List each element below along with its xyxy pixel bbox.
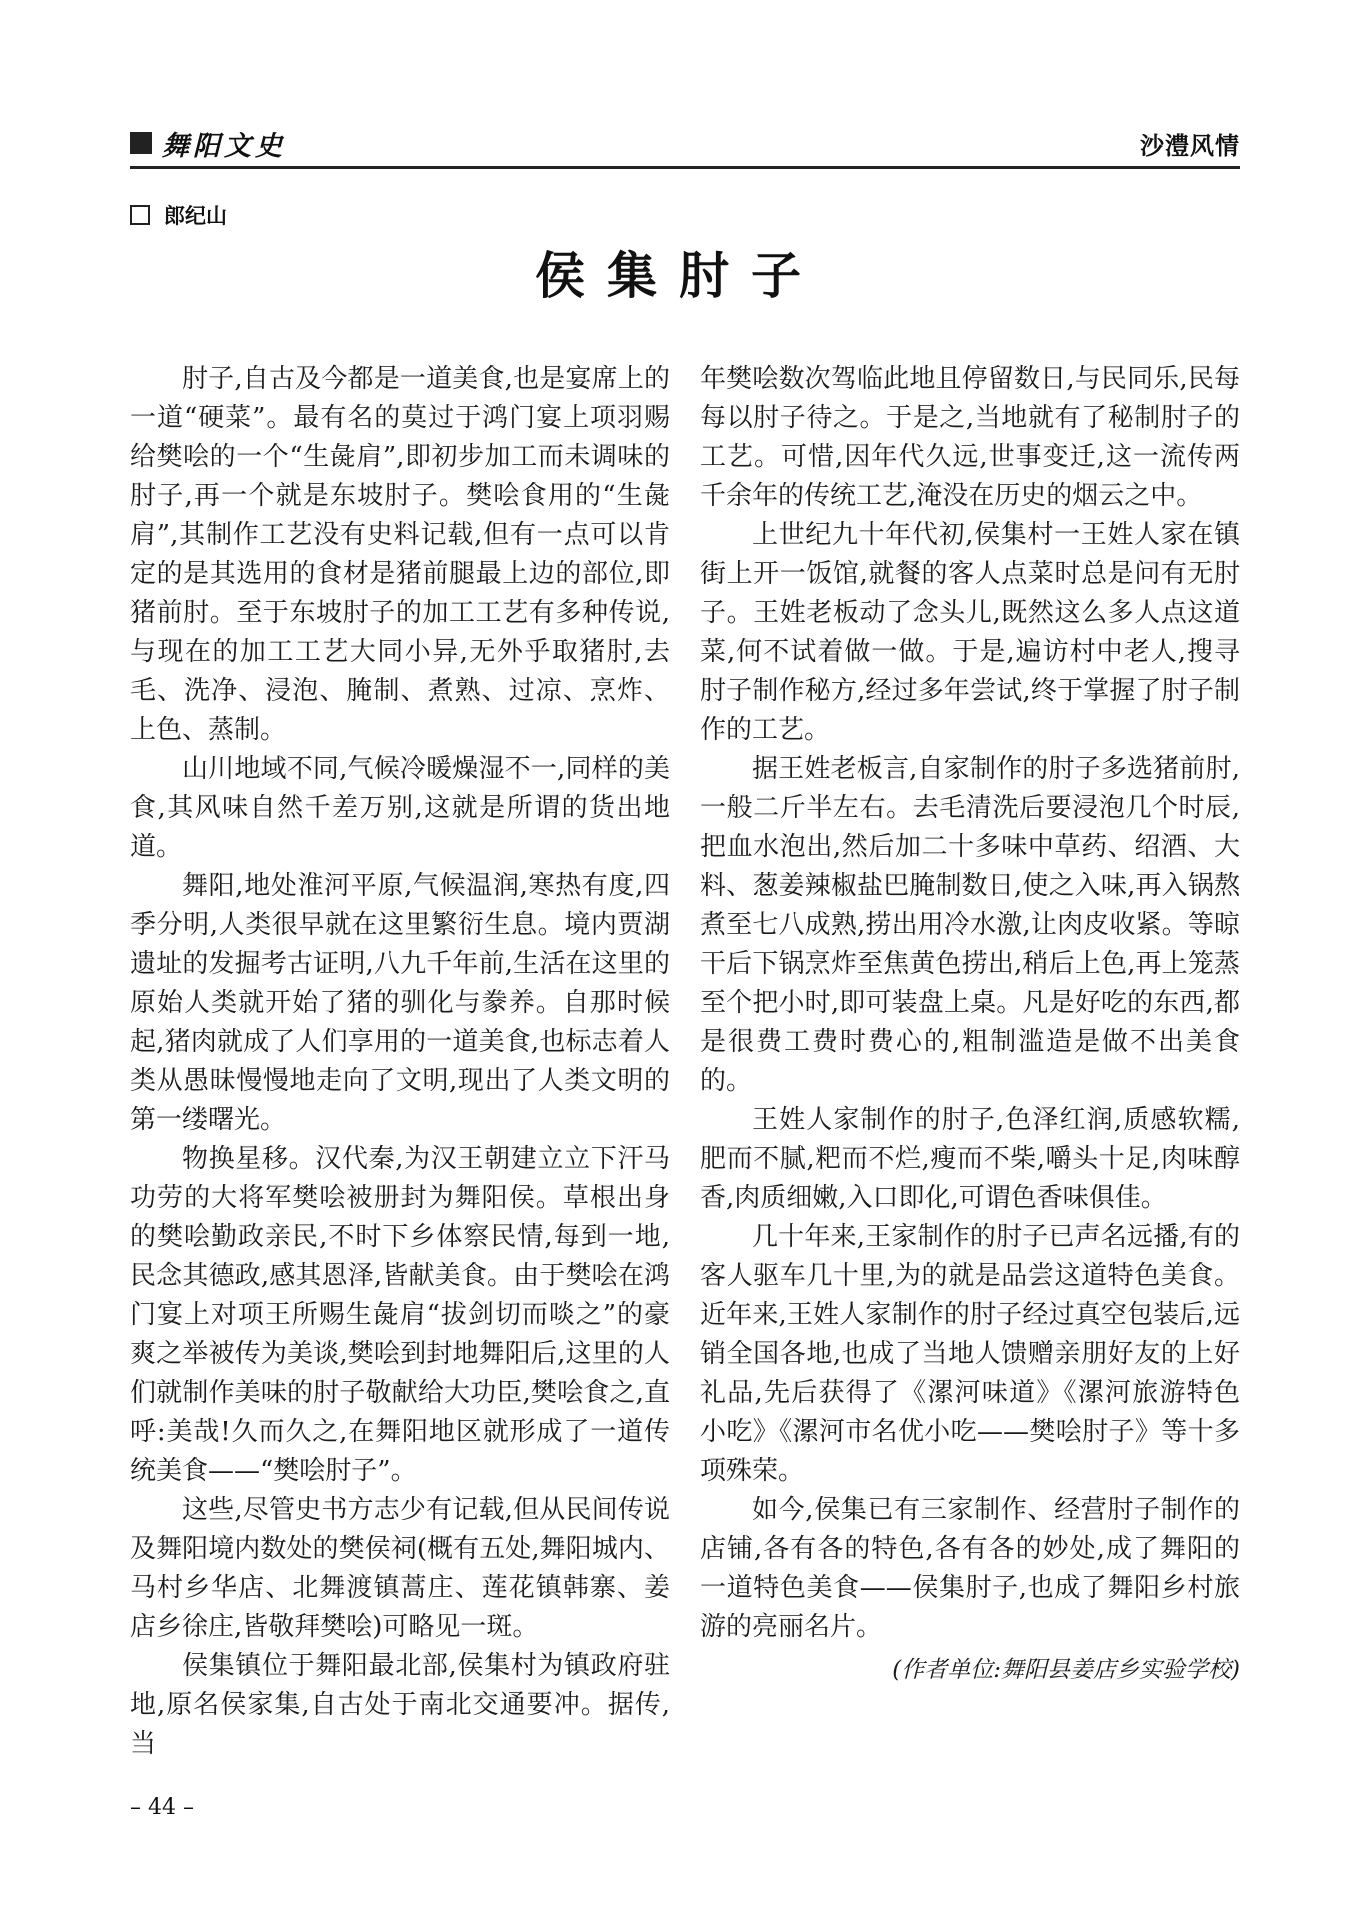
- paragraph: 舞阳,地处淮河平原,气候温润,寒热有度,四季分明,人类很早就在这里繁衍生息。境内贾湖遗址的发掘考古证明,八九千年前,生活在这里的原始人类就开始了猪的驯化与豢养。自那时候起,猪肉就成了人们享用的一道美食,也标志着人类从愚昧慢慢地走向了文明,现出了人类文明的第一缕曙光。: [130, 871, 670, 1135]
- paragraph: 侯集镇位于舞阳最北部,侯集村为镇政府驻地,原名侯家集,自古处于南北交通要冲。据传,当: [130, 1651, 670, 1759]
- section-name: 沙澧风情: [1140, 131, 1240, 160]
- paragraph-continued: 年樊哙数次驾临此地且停留数日,与民同乐,民每每以肘子待之。于是之,当地就有了秘制肘子的工艺。可惜,因年代久远,世事变迁,这一流传两千余年的传统工艺,淹没在历史的烟云之中。: [700, 364, 1240, 511]
- paragraph: 物换星移。汉代秦,为汉王朝建立立下汗马功劳的大将军樊哙被册封为舞阳侯。草根出身的樊哙勤政亲民,不时下乡体察民情,每到一地,民念其德政,感其恩泽,皆献美食。由于樊哙在鸿门宴上对项王所赐生彘肩“拔剑切而啖之”的豪爽之举被传为美谈,樊哙到封地舞阳后,这里的人们就制作美味的肘子敬献给大功臣,樊哙食之,直呼:美哉!久而久之,在舞阳地区就形成了一道传统美食——“樊哙肘子”。: [130, 1144, 670, 1486]
- paragraph: 肘子,自古及今都是一道美食,也是宴席上的一道“硬菜”。最有名的莫过于鸿门宴上项羽赐给樊哙的一个“生彘肩”,即初步加工而未调味的肘子,再一个就是东坡肘子。樊哙食用的“生彘肩”,其制作工艺没有史料记载,但有一点可以肯定的是其选用的食材是猪前腿最上边的部位,即猪前肘。至于东坡肘子的加工工艺有多种传说,与现在的加工工艺大同小异,无外乎取猪肘,去毛、洗净、浸泡、腌制、煮熟、过凉、烹炸、上色、蒸制。: [130, 364, 670, 745]
- paragraph: 山川地域不同,气候冷暖燥湿不一,同样的美食,其风味自然千差万别,这就是所谓的货出地道。: [130, 754, 670, 862]
- page-number: – 44 –: [130, 1795, 194, 1820]
- article-title: 侯集肘子: [535, 247, 823, 305]
- right-column: [700, 360, 1240, 1690]
- paragraph: 这些,尽管史书方志少有记载,但从民间传说及舞阳境内数处的樊侯祠(概有五处,舞阳城内、马村乡华店、北舞渡镇蒿庄、莲花镇韩寨、姜店乡徐庄,皆敬拜樊哙)可略见一斑。: [130, 1495, 670, 1642]
- author-name: 郎纪山: [164, 204, 227, 228]
- paragraph: 据王姓老板言,自家制作的肘子多选猪前肘,一般二斤半左右。去毛清洗后要浸泡几个时辰,把血水泡出,然后加二十多味中草药、绍酒、大料、葱姜辣椒盐巴腌制数日,使之入味,再入锅熬煮至七八成熟,捞出用冷水激,让肉皮收紧。等晾干后下锅烹炸至焦黄色捞出,稍后上色,再上笼蒸至个把小时,即可装盘上桌。凡是好吃的东西,都是很费工费时费心的,粗制滥造是做不出美食的。: [700, 754, 1240, 1096]
- paragraph: 上世纪九十年代初,侯集村一王姓人家在镇街上开一饭馆,就餐的客人点菜时总是问有无肘子。王姓老板动了念头儿,既然这么多人点这道菜,何不试着做一做。于是,遍访村中老人,搜寻肘子制作秘方,经过多年尝试,终于掌握了肘子制作的工艺。: [700, 520, 1240, 745]
- author-line: [130, 200, 227, 230]
- journal-name: 舞阳文史: [162, 130, 286, 162]
- left-column: [130, 360, 670, 1764]
- paragraph: 几十年来,王家制作的肘子已声名远播,有的客人驱车几十里,为的就是品尝这道特色美食。近年来,王姓人家制作的肘子经过真空包装后,远销全国各地,也成了当地人馈赠亲朋好友的上好礼品,先后获得了《漯河味道》《漯河旅游特色小吃》《漯河市名优小吃——樊哙肘子》等十多项殊荣。: [700, 1222, 1240, 1486]
- running-header: [130, 122, 1240, 164]
- header-block-mark: [130, 132, 152, 154]
- author-box-mark: [130, 205, 150, 225]
- paragraph: 王姓人家制作的肘子,色泽红润,质感软糯,肥而不腻,粑而不烂,瘦而不柴,嚼头十足,肉味醇香,肉质细嫩,入口即化,可谓色香味俱佳。: [700, 1105, 1240, 1213]
- header-rule: [130, 166, 1240, 169]
- header-left: [130, 124, 286, 163]
- author-affiliation: (作者单位:舞阳县姜店乡实验学校): [892, 1657, 1240, 1683]
- paragraph: 如今,侯集已有三家制作、经营肘子制作的店铺,各有各的特色,各有各的妙处,成了舞阳的一道特色美食——侯集肘子,也成了舞阳乡村旅游的亮丽名片。: [700, 1495, 1240, 1642]
